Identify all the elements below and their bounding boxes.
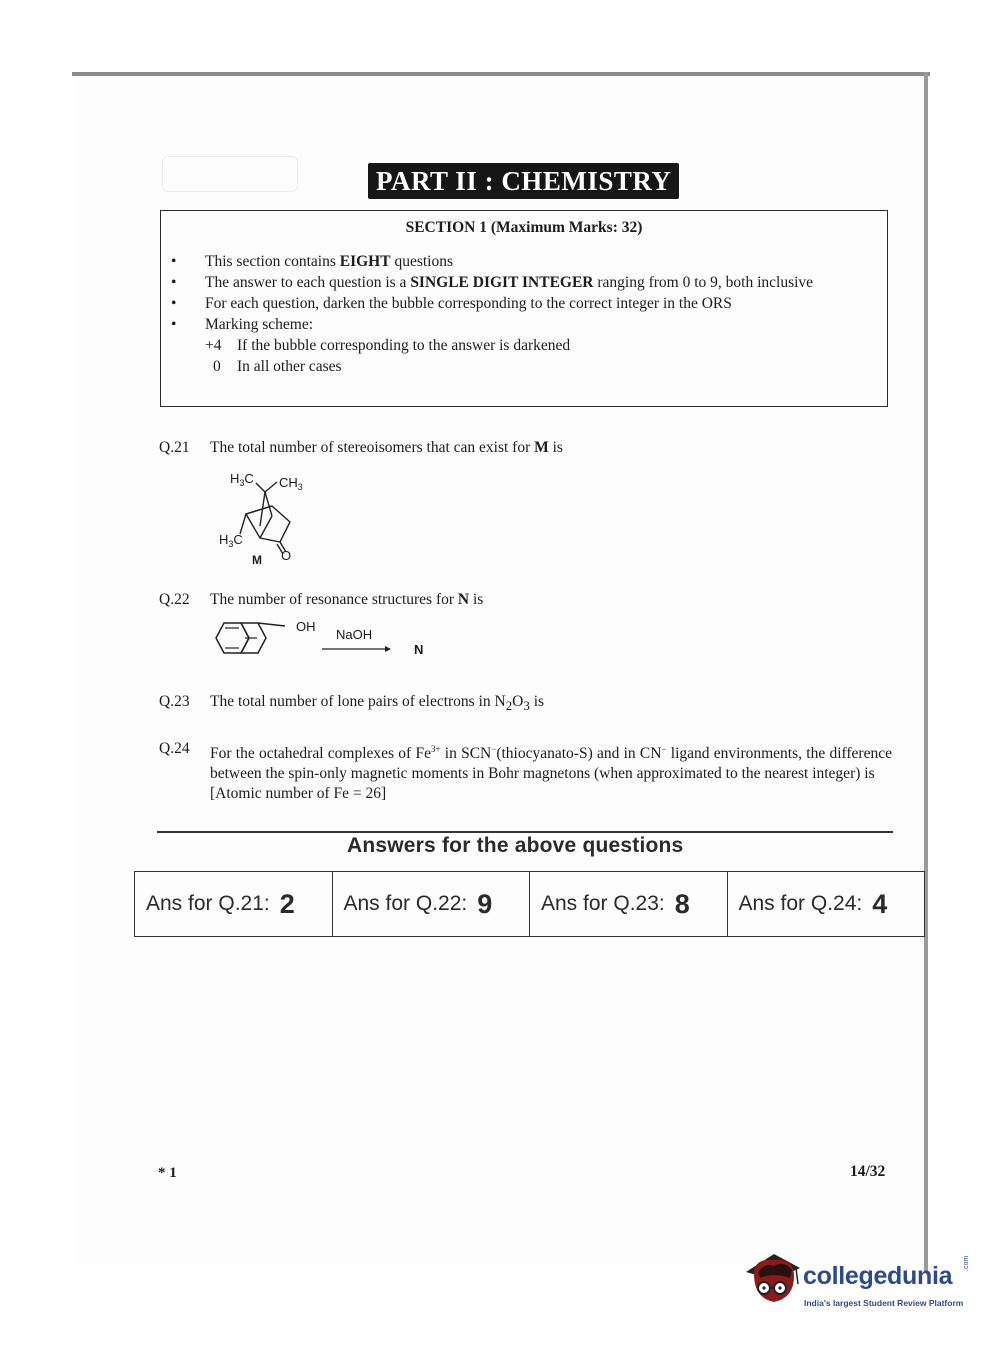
answer-cell: Ans for Q.24: 4 <box>738 888 888 919</box>
collegedunia-logo-icon <box>744 1248 802 1312</box>
collegedunia-logo-text: collegedunia <box>803 1262 953 1290</box>
marking-row: 0 In all other cases <box>213 358 342 375</box>
section-instructions-box <box>160 210 888 407</box>
divider <box>157 831 893 833</box>
answer-cell: Ans for Q.23: 8 <box>530 872 728 936</box>
label-oxygen: O <box>281 548 292 563</box>
footer-mark: * 1 <box>158 1165 177 1181</box>
instruction-item: • This section contains EIGHT questions <box>171 253 454 270</box>
answer-cell: Ans for Q.22: 9 <box>333 872 531 936</box>
label-m: M <box>252 553 262 567</box>
answers-table <box>134 871 925 937</box>
answer-cell: Ans for Q.21: 2 <box>135 872 333 936</box>
label-ch3-top: $CH_3$ <box>279 475 303 492</box>
page-number: 14/32 <box>850 1163 886 1180</box>
instruction-item: • The answer to each question is a SINGLE DIGIT INTEGER ranging from 0 to 9, both inclusive <box>171 274 814 291</box>
label-h3c-left: $H_3C$ <box>219 532 243 549</box>
logo-tagline: India's largest Student Review Platform <box>804 1298 964 1308</box>
part-title: PART II : CHEMISTRY <box>368 163 679 199</box>
instruction-item: • Marking scheme: <box>171 316 314 333</box>
label-oh: OH <box>296 619 316 634</box>
label-h3c-top: $H_3C$ <box>230 471 254 488</box>
label-product-n: N <box>414 642 424 657</box>
logo-suffix: .com <box>963 1255 970 1271</box>
structure-m <box>210 466 330 570</box>
label-naoh: NaOH <box>336 627 373 642</box>
structure-n-reaction <box>205 612 445 672</box>
instruction-list <box>171 251 881 377</box>
instruction-item: • For each question, darken the bubble corresponding to the correct integer in the ORS <box>171 295 732 312</box>
answers-heading: Answers for the above questions <box>347 834 684 857</box>
scan-edge-right <box>924 72 928 1272</box>
bleed-through-mark <box>162 156 298 192</box>
atomic-number-note: [Atomic number of Fe = 26] <box>210 785 387 803</box>
section-heading: SECTION 1 (Maximum Marks: 32) <box>405 219 643 236</box>
marking-row: +4 If the bubble corresponding to the answer is darkened <box>205 337 571 354</box>
